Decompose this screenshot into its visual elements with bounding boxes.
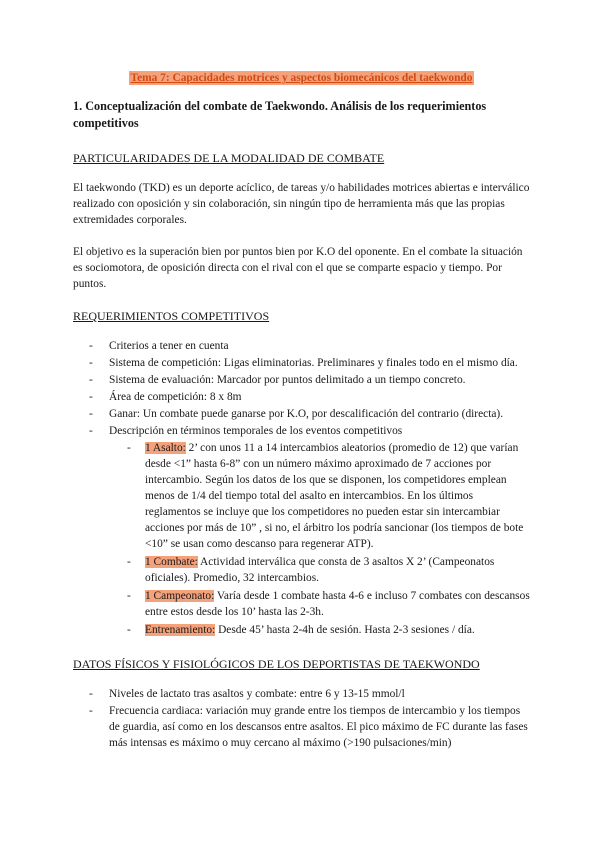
list-item-text: Frecuencia cardiaca: variación muy grande entre los tiempos de intercambio y los tiempos de guardia, así como en los descansos entre asaltos. El pico máximo de FC durante las fases más intensas es máximo o muy cercano al máximo (>190 pulsaciones/min) — [109, 705, 528, 749]
list-item-text: Sistema de evaluación: Marcador por puntos delimitado a un tiempo concreto. — [109, 374, 466, 386]
list-item-text: Área de competición: 8 x 8m — [109, 391, 242, 403]
dash-bullet: - — [127, 624, 131, 636]
sub-item-text: Varía desde 1 combate hasta 4-6 e incluso 7 combates con descansos entre estos desde los 10’ hasta las 2-3h. — [145, 590, 530, 618]
list-item-text: Criterios a tener en cuenta — [109, 340, 229, 352]
list-item-text: Niveles de lactato tras asaltos y combate: entre 6 y 13-15 mmol/l — [109, 688, 405, 700]
list-item — [73, 355, 530, 371]
document-title: Tema 7: Capacidades motrices y aspectos biomecánicos del taekwondo — [130, 72, 473, 84]
dash-bullet: - — [127, 590, 131, 602]
list-item-text: Descripción en términos temporales de los eventos competitivos — [109, 425, 403, 437]
list-item-text: Sistema de competición: Ligas eliminatorias. Preliminares y finales todo en el mismo día. — [109, 357, 518, 369]
dash-bullet: - — [89, 425, 93, 437]
particularidades-heading: PARTICULARIDADES DE LA MODALIDAD DE COMBATE — [73, 151, 385, 165]
sub-list-item — [109, 588, 530, 620]
list-item — [73, 703, 530, 751]
requerimientos-heading: REQUERIMIENTOS COMPETITIVOS — [73, 309, 270, 323]
highlight-label: 1 Campeonato: — [145, 590, 215, 602]
dash-bullet: - — [89, 705, 93, 717]
paragraph-2: El objetivo es la superación bien por puntos bien por K.O del oponente. En el combate la situación es sociomotora, de oposición directa con el rival con el que se comparte espacio y tiempo. Por puntos. — [73, 246, 523, 290]
dash-bullet: - — [89, 357, 93, 369]
paragraph-1: El taekwondo (TKD) es un deporte acíclico, de tareas y/o habilidades motrices abiertas e interválico realizado con oposición y sin colaboración, sin ningún tipo de herramienta más que las propias extremidades corporales. — [73, 182, 530, 226]
sub-list-item — [109, 622, 530, 638]
highlight-label: Entrenamiento: — [145, 624, 216, 636]
sub-item-text: Desde 45’ hasta 2-4h de sesión. Hasta 2-3 sesiones / día. — [215, 624, 475, 636]
temporal-events-list — [109, 440, 530, 638]
list-item — [73, 389, 530, 405]
list-item — [73, 686, 530, 702]
list-item — [73, 406, 530, 422]
dash-bullet: - — [89, 408, 93, 420]
sub-list-item — [109, 440, 530, 552]
requerimientos-list — [73, 338, 530, 638]
list-item — [73, 372, 530, 388]
list-item-text: Ganar: Un combate puede ganarse por K.O, por descalificación del contrario (directa). — [109, 408, 504, 420]
datos-heading: DATOS FÍSICOS Y FISIOLÓGICOS DE LOS DEPORTISTAS DE TAEKWONDO — [73, 657, 480, 671]
sub-item-text: Actividad interválica que consta de 3 asaltos X 2’ (Campeonatos oficiales). Promedio, 32 intercambios. — [145, 556, 495, 584]
dash-bullet: - — [127, 556, 131, 568]
dash-bullet: - — [127, 442, 131, 454]
title-block — [73, 70, 530, 86]
dash-bullet: - — [89, 340, 93, 352]
highlight-label: 1 Asalto: — [145, 442, 186, 454]
highlight-label: 1 Combate: — [145, 556, 198, 568]
sub-item-text: 2’ con unos 11 a 14 intercambios aleatorios (promedio de 12) que varían desde <1” hasta 6-8” con un número máximo aproximado de 7 acciones por intercambio. Según los datos de los que se disponen, los competidores emplean menos de 1/4 del tiempo total del asalto en intercambios. En los últimos reglamentos se incluye que los competidores no pueden estar sin intercambiar acciones por más de 10” , si no, el árbitro los podría sancionar (los tiempos de bote <10” se usan como descanso para regenerar ATP). — [145, 442, 524, 550]
sub-list-item — [109, 554, 530, 586]
datos-list — [73, 686, 530, 751]
list-item — [73, 338, 530, 354]
dash-bullet: - — [89, 391, 93, 403]
dash-bullet: - — [89, 374, 93, 386]
list-item — [73, 423, 530, 638]
dash-bullet: - — [89, 688, 93, 700]
section-heading-1: 1. Conceptualización del combate de Taekwondo. Análisis de los requerimientos competitivos — [73, 99, 487, 130]
